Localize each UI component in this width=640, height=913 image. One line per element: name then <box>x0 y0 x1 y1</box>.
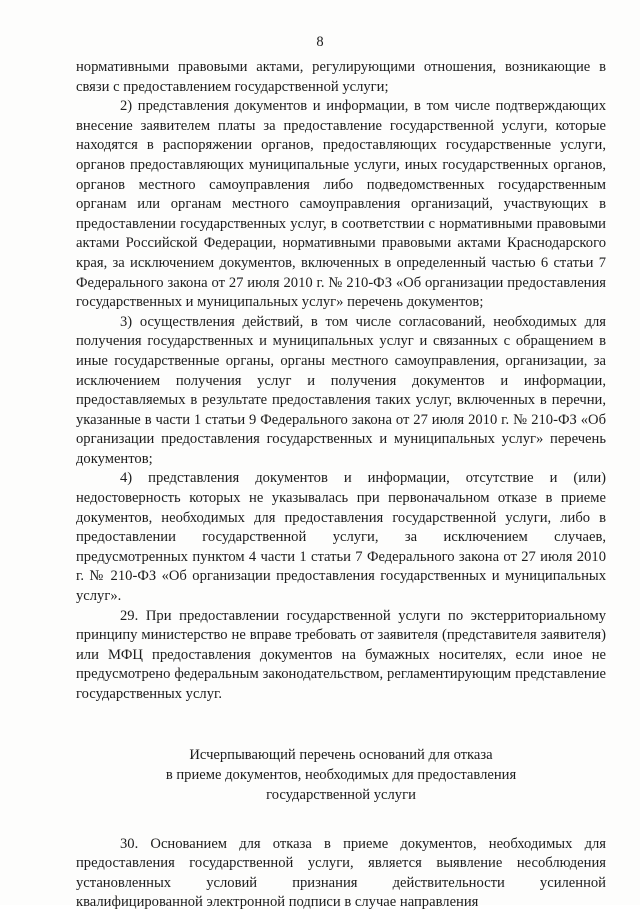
section-heading <box>76 745 606 805</box>
paragraph-item-2: 2) представления документов и информации, в том числе подтверждающих внесение заявителем платы за предоставление государственной услуги, которые находятся в распоряжении органов, предоставляющих государственные услуги, органов предоставляющих муниципальные услуги, иных государственных органов, органов местного самоуправления либо подведомственных государственным органам или органам местного самоуправления организаций, участвующих в предоставлении государственных услуг, в соответствии с нормативными правовыми актами Российской Федерации, нормативными правовыми актами Краснодарского края, за исключением документов, включенных в определенный частью 6 статьи 7 Федерального закона от 27 июля 2010 г. № 210-ФЗ «Об организации предоставления государственных и муниципальных услуг» перечень документов; <box>76 98 606 311</box>
paragraph-item-29: 29. При предоставлении государственной услуги по экстерриториальному принципу министерство не вправе требовать от заявителя (представителя заявителя) или МФЦ предоставления документов на бумажных носителях, если иное не предусмотрено федеральным законодательством, регламентирующим представление государственных услуг. <box>76 607 606 702</box>
section-heading-line-1: Исчерпывающий перечень оснований для отказа <box>189 746 493 763</box>
section-heading-line-3: государственной услуги <box>266 786 416 803</box>
page-number: 8 <box>316 34 324 50</box>
paragraph-item-4: 4) представления документов и информации, отсутствие и (или) недостоверность которых не указывалась при первоначальном отказе в приеме документов, необходимых для предоставления государственной услуги, либо в предоставлении государственной услуги, за исключением случаев, предусмотренных пунктом 4 части 1 статьи 7 Федерального закона от 27 июля 2010 г. № 210-ФЗ «Об организации предоставления государственных и муниципальных услуг». <box>76 470 606 605</box>
paragraph-item-30: 30. Основанием для отказа в приеме документов, необходимых для предоставления государственной услуги, является выявление несоблюдения установленных условий признания действительности усиленной квалифицированной электронной подписи в случае направления <box>76 835 606 911</box>
section-heading-line-2: в приеме документов, необходимых для предоставления <box>165 766 517 783</box>
paragraph-continuation: нормативными правовыми актами, регулирующими отношения, возникающие в связи с предоставлением государственной услуги; <box>76 59 606 95</box>
paragraph-item-3: 3) осуществления действий, в том числе согласований, необходимых для получения государственных и муниципальных услуг и связанных с обращением в иные государственные органы, органы местного самоуправления, организации, за исключением получения услуг и получения документов и информации, предоставляемых в результате предоставления таких услуг, включенных в перечни, указанные в части 1 статьи 9 Федерального закона от 27 июля 2010 г. № 210-ФЗ «Об организации предоставления государственных и муниципальных услуг» перечень документов; <box>76 313 606 467</box>
document-body <box>76 58 606 913</box>
